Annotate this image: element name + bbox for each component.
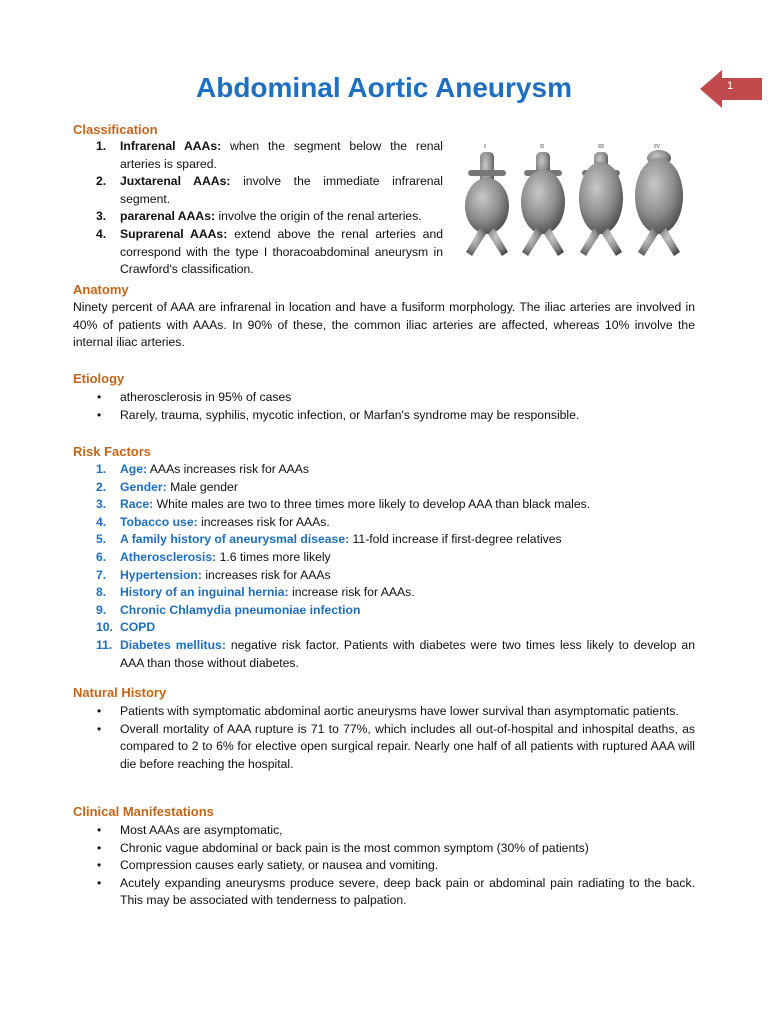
- classification-item: [96, 208, 443, 226]
- list-number: 6.: [96, 549, 107, 564]
- list-term: Diabetes mellitus:: [120, 637, 226, 652]
- type-iii-aneurysm: [579, 152, 623, 256]
- etiology-item: [96, 407, 695, 425]
- natural-history-list: [96, 703, 695, 773]
- etiology-heading: Etiology: [73, 371, 125, 386]
- risk-factors-heading: Risk Factors: [73, 444, 152, 459]
- risk-factor-item: [96, 496, 695, 514]
- list-text: Male gender: [166, 479, 238, 494]
- list-text: Compression causes early satiety, or nausea and vomiting.: [120, 858, 439, 873]
- anatomy-heading: Anatomy: [73, 282, 129, 297]
- clinical-manifestation-item: [96, 857, 695, 875]
- list-text: increases risk for AAAs: [201, 567, 331, 582]
- list-number: 5.: [96, 532, 107, 547]
- list-number: 4.: [96, 514, 107, 529]
- risk-factors-list: [96, 461, 695, 672]
- figure-label-i: I: [484, 144, 486, 150]
- list-term: COPD: [120, 620, 156, 635]
- list-term: A family history of aneurysmal disease:: [120, 532, 350, 547]
- list-term: Juxtarenal AAAs:: [120, 174, 231, 189]
- list-number: 11.: [96, 637, 113, 652]
- risk-factor-item: [96, 479, 695, 497]
- type-i-aneurysm: [465, 152, 509, 256]
- list-text: White males are two to three times more likely to develop AAA than black males.: [153, 497, 591, 512]
- anatomy-text: Ninety percent of AAA are infrarenal in location and have a fusiform morphology. The iliac arteries are involved in 40% of patients with AAAs. In 90% of these, the common iliac arteries are affected, whereas 10% involve the internal iliac arteries.: [73, 300, 695, 350]
- risk-factor-item: [96, 531, 695, 549]
- list-term: Atherosclerosis:: [120, 549, 217, 564]
- list-text: Rarely, trauma, syphilis, mycotic infection, or Marfan's syndrome may be responsible.: [120, 407, 580, 422]
- bullet-icon: •: [97, 840, 102, 855]
- clinical-manifestation-item: [96, 840, 695, 858]
- list-text: involve the origin of the renal arteries.: [215, 209, 422, 224]
- list-text: Patients with symptomatic abdominal aortic aneurysms have lower survival than asymptomatic patients.: [120, 704, 679, 718]
- list-term: Chronic Chlamydia pneumoniae infection: [120, 602, 361, 617]
- etiology-list: [96, 389, 695, 424]
- classification-item: [96, 173, 443, 208]
- clinical-manifestations-heading: Clinical Manifestations: [73, 804, 214, 819]
- natural-history-item: [96, 703, 695, 721]
- figure-label-iv: IV: [654, 144, 661, 150]
- classification-item: [96, 226, 443, 279]
- figure-label-iii: III: [598, 144, 604, 150]
- list-term: Age:: [120, 462, 148, 476]
- list-number: 7.: [96, 567, 107, 582]
- type-ii-aneurysm: [521, 152, 565, 256]
- etiology-item: [96, 389, 695, 407]
- bullet-icon: •: [97, 875, 102, 890]
- bullet-icon: •: [97, 390, 102, 404]
- list-text: involve the immediate infrarenal segment.: [120, 174, 443, 206]
- page-title: Abdominal Aortic Aneurysm: [196, 72, 572, 103]
- clinical-manifestations-list: [96, 822, 695, 910]
- list-text: AAAs increases risk for AAAs: [147, 462, 309, 476]
- classification-list: [96, 138, 443, 279]
- list-text: when the segment below the renal arteries is spared.: [120, 139, 443, 171]
- risk-factor-item: [96, 461, 695, 479]
- classification-heading: Classification: [73, 122, 158, 137]
- classification-item: [96, 138, 443, 173]
- clinical-manifestation-item: [96, 875, 695, 910]
- bullet-icon: •: [97, 704, 102, 718]
- list-text: increases risk for AAAs.: [197, 514, 330, 529]
- list-number: 8.: [96, 585, 107, 600]
- list-text: Acutely expanding aneurysms produce severe, deep back pain or abdominal pain radiating to the back. This may be associated with tenderness to palpation.: [120, 875, 695, 908]
- list-number: 9.: [96, 602, 107, 617]
- risk-factor-item: [96, 549, 695, 567]
- list-term: Gender:: [120, 479, 167, 494]
- risk-factor-item: [96, 514, 695, 532]
- bullet-icon: •: [97, 721, 102, 736]
- bullet-icon: •: [97, 823, 102, 837]
- list-term: Hypertension:: [120, 567, 202, 582]
- list-number: 4.: [96, 226, 107, 241]
- list-term: Suprarenal AAAs:: [120, 226, 228, 241]
- risk-factor-item: [96, 637, 695, 672]
- list-text: negative risk factor. Patients with diabetes were two times less likely to develop an AAA than those without diabetes.: [120, 637, 695, 670]
- list-text: increase risk for AAAs.: [288, 585, 415, 600]
- list-term: pararenal AAAs:: [120, 209, 216, 224]
- bullet-icon: •: [97, 858, 102, 873]
- type-iv-aneurysm: [635, 150, 683, 256]
- list-term: History of an inguinal hernia:: [120, 585, 289, 600]
- figure-label-ii: II: [540, 144, 544, 150]
- list-text: Overall mortality of AAA rupture is 71 to 77%, which includes all out-of-hospital and inhospital deaths, as compared to 2 to 6% for elective open surgical repair. Nearly one half of all patients with ruptured AAA will die before reaching the hospital.: [120, 721, 695, 771]
- list-term: Race:: [120, 497, 154, 512]
- list-text: extend above the renal arteries and correspond with the type I thoracoabdominal aneurysm in Crawford's classification.: [120, 226, 443, 277]
- natural-history-heading: Natural History: [73, 685, 167, 700]
- list-text: atherosclerosis in 95% of cases: [120, 390, 292, 404]
- list-text: Chronic vague abdominal or back pain is the most common symptom (30% of patients): [120, 840, 589, 855]
- list-text: 11-fold increase if first-degree relatives: [349, 532, 562, 547]
- aneurysm-classification-figure: [458, 140, 694, 268]
- list-number: 2.: [96, 479, 107, 494]
- risk-factor-item: [96, 584, 695, 602]
- risk-factor-item: [96, 619, 695, 637]
- list-number: 1.: [96, 462, 107, 476]
- list-number: 2.: [96, 174, 107, 189]
- list-text: 1.6 times more likely: [216, 549, 331, 564]
- list-term: Infrarenal AAAs:: [120, 139, 222, 153]
- list-number: 3.: [96, 209, 107, 224]
- list-number: 10.: [96, 620, 113, 635]
- risk-factor-item: [96, 567, 695, 585]
- list-term: Tobacco use:: [120, 514, 198, 529]
- bullet-icon: •: [97, 407, 102, 422]
- natural-history-item: [96, 721, 695, 774]
- list-text: Most AAAs are asymptomatic,: [120, 823, 283, 837]
- list-number: 3.: [96, 497, 107, 512]
- page-number: 1: [726, 80, 734, 92]
- clinical-manifestation-item: [96, 822, 695, 840]
- risk-factor-item: [96, 602, 695, 620]
- list-number: 1.: [96, 139, 107, 153]
